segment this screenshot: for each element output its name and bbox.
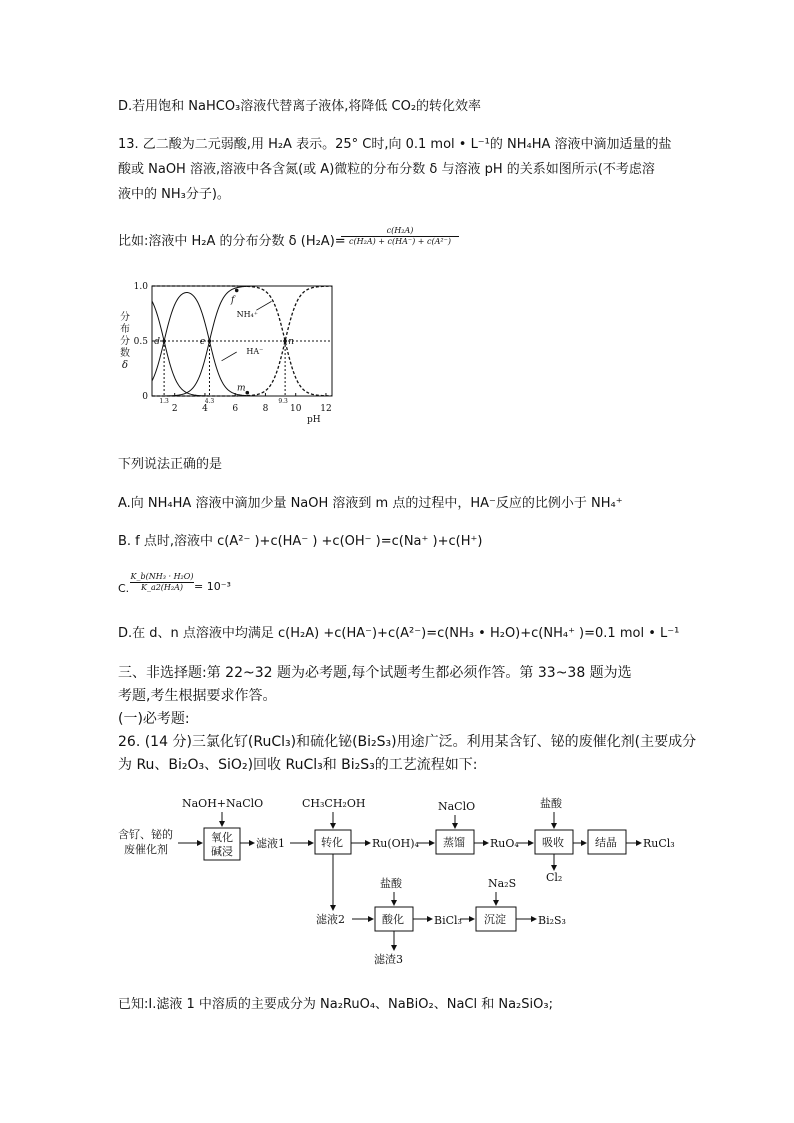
cl2-label: Cl₂	[546, 871, 563, 884]
residue3-label: 滤渣3	[374, 953, 403, 966]
point-e	[208, 339, 212, 343]
reagent-na2s: Na₂S	[488, 877, 517, 890]
q13-question: 下列说法正确的是	[118, 457, 223, 472]
reagent-hcl-1: 盐酸	[540, 797, 562, 810]
x-tick-label-2: 6	[232, 404, 239, 414]
q26-known: 已知:I.滤液 1 中溶质的主要成分为 Na₂RuO₄、NaBiO₂、NaCl 和 Na₂SiO₃;	[118, 997, 553, 1012]
q13-option-c-fraction	[130, 572, 194, 593]
box7-label: 沉淀	[484, 913, 506, 926]
y-label-char-4: δ	[121, 360, 129, 371]
q13-example-numerator: c(H₂A)	[386, 226, 414, 235]
distribution-chart	[112, 280, 352, 430]
q26-line1: 26. (14 分)三氯化钌(RuCl₃)和硫化铋(Bi₂S₃)用途广泛。利用某含钌、铋的废催化剂(主要成分	[118, 734, 697, 750]
reagent-naoh-naclo: NaOH+NaClO	[182, 797, 264, 810]
q13-option-a: A.向 NH₄HA 溶液中滴加少量 NaOH 溶液到 m 点的过程中，HA⁻反应的比例小于 NH₄⁺	[118, 496, 623, 511]
q13-stem-line2: 酸或 NaOH 溶液,溶液中各含氮(或 A)微粒的分布分数 δ 与溶液 pH 的关系如图所示(不考虑溶	[118, 162, 655, 177]
x-axis-label: pH	[307, 415, 321, 425]
y-tick-label-1: 0.5	[133, 337, 148, 347]
box1-label-2: 碱浸	[211, 845, 233, 858]
x-tick-label-4: 10	[289, 404, 302, 414]
bicl3-label: BiCl₃	[434, 914, 462, 927]
point-label-f: f	[231, 295, 235, 306]
feed-label-1: 含钌、铋的	[118, 828, 173, 841]
x-tick-label-3: 8	[262, 404, 269, 414]
q13-example-fraction	[341, 226, 459, 247]
y-label-char-2: 分	[120, 336, 130, 347]
q13-option-c-denominator: K_a2(H₂A)	[130, 582, 194, 593]
y-label-char-0: 分	[120, 312, 130, 323]
bi2s3-label: Bi₂S₃	[538, 914, 566, 927]
point-f	[235, 289, 239, 293]
feed-label-2: 废催化剂	[124, 843, 168, 856]
point-label-n: n	[288, 337, 295, 347]
q13-option-b: B. f 点时,溶液中 c(A²⁻ )+c(HA⁻ ) +c(OH⁻ )=c(Na⁺ )+c(H⁺)	[118, 534, 483, 549]
q26-line2: 为 Ru、Bi₂O₃、SiO₂)回收 RuCl₃和 Bi₂S₃的工艺流程如下:	[118, 757, 478, 773]
point-label-d: d	[154, 337, 160, 347]
point-n	[283, 339, 287, 343]
point-d	[162, 339, 166, 343]
point-label-e: e	[199, 337, 206, 347]
y-label-char-3: 数	[120, 348, 130, 359]
q13-option-d: D.在 d、n 点溶液中均满足 c(H₂A) +c(HA⁻)+c(A²⁻)=c(NH₃ • H₂O)+c(NH₄⁺ )=0.1 mol • L⁻¹	[118, 626, 680, 641]
curve-label-nh4: NH₄⁺	[236, 309, 258, 319]
x-tick-label-0: 2	[171, 404, 178, 414]
q13-example-denominator: c(H₂A) + c(HA⁻) + c(A²⁻)	[341, 236, 459, 247]
process-flow-diagram	[110, 790, 690, 980]
y-tick-label-0: 0	[142, 392, 148, 402]
filtrate2-label: 滤液2	[316, 913, 345, 926]
q13-stem-line1: 13. 乙二酸为二元弱酸,用 H₂A 表示。25° C时,向 0.1 mol • L⁻¹的 NH₄HA 溶液中滴加适量的盐	[118, 137, 672, 152]
y-tick-label-2: 1.0	[133, 282, 148, 292]
x-tick-label-5: 12	[320, 404, 332, 414]
section3-line1: 三、非选择题:第 22~32 题为必考题,每个试题考生都必须作答。第 33~38 题为选	[118, 665, 632, 681]
box1-label-1: 氧化	[211, 831, 233, 844]
point-m	[245, 391, 249, 395]
special-tick-label-2: 9.3	[278, 398, 288, 405]
curve-pointer-nh4	[256, 301, 271, 310]
section3-line2: 考题,考生根据要求作答。	[118, 688, 277, 704]
y-label-char-1: 布	[120, 324, 130, 335]
box4-label: 吸收	[542, 836, 564, 849]
ruo4-label: RuO₄	[490, 837, 519, 850]
q13-option-c-suffix: = 10⁻³	[194, 580, 231, 593]
point-label-m: m	[237, 383, 246, 394]
special-tick-label-1: 4.3	[204, 398, 215, 405]
q13-option-c-numerator: K_b(NH₃ · H₂O)	[130, 572, 194, 581]
reagent-naclo: NaClO	[438, 800, 476, 813]
series-line-1	[152, 293, 332, 396]
reagent-ethanol: CH₃CH₂OH	[302, 797, 366, 810]
q12-option-d: D.若用饱和 NaHCO₃溶液代替离子液体,将降低 CO₂的转化效率	[118, 99, 482, 114]
box6-label: 酸化	[382, 913, 404, 926]
box5-label: 结晶	[595, 836, 617, 849]
rucl3-label: RuCl₃	[643, 837, 675, 850]
filtrate1-label: 滤液1	[256, 837, 285, 850]
section3-line3: (一)必考题:	[118, 711, 190, 727]
reagent-hcl-2: 盐酸	[380, 877, 402, 890]
q13-example-prefix: 比如:溶液中 H₂A 的分布分数 δ (H₂A)=	[118, 234, 346, 249]
special-tick-label-0: 1.3	[159, 398, 169, 405]
curve-label-ha: HA⁻	[246, 347, 264, 357]
curve-pointer-ha	[222, 352, 237, 361]
q13-stem-line3: 液中的 NH₃分子)。	[118, 187, 230, 202]
x-tick-label-1: 4	[202, 404, 208, 414]
box3-label: 蒸馏	[443, 836, 465, 849]
ru-oh-label: Ru(OH)₄	[372, 837, 419, 850]
box2-label: 转化	[321, 836, 343, 849]
q13-option-c-prefix: C.	[118, 582, 130, 595]
